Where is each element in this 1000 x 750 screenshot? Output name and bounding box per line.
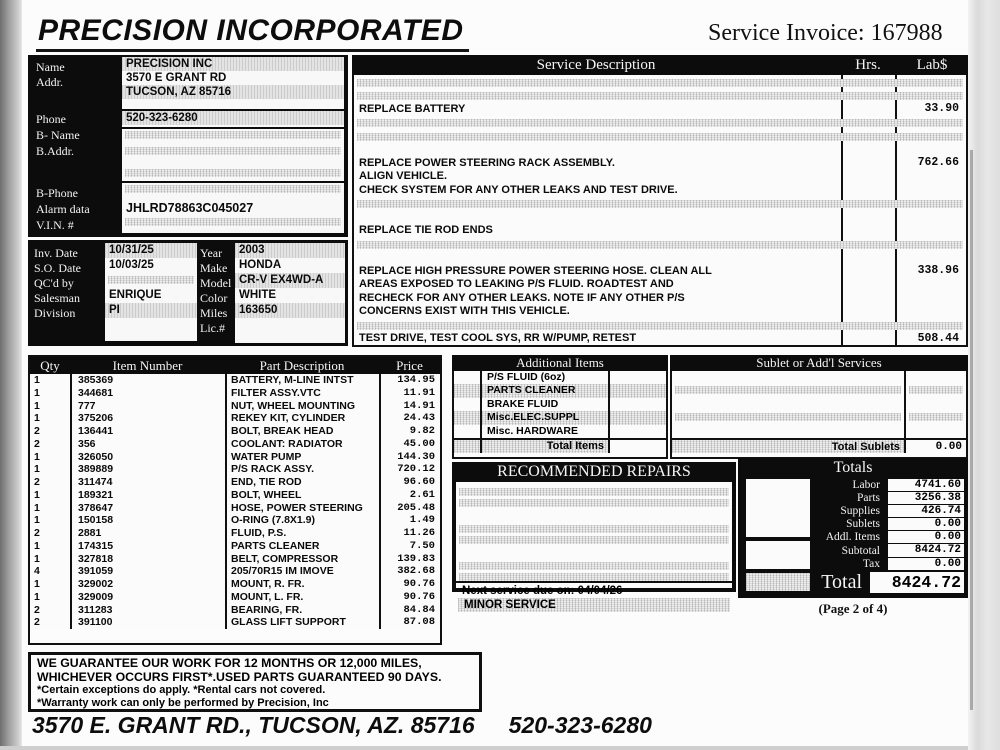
customer-name: PRECISION INC	[122, 57, 344, 71]
service-row	[354, 116, 966, 130]
guarantee-line: *Certain exceptions do apply. *Rental cars not covered.	[37, 684, 326, 696]
vin-value: JHLRD78863C045027	[126, 201, 254, 215]
total-sublets-label: Total Sublets	[672, 440, 904, 453]
part-qty: 4	[34, 565, 40, 578]
totals-row-label: Addl. Items	[825, 531, 880, 544]
scan-edge-right	[968, 0, 1000, 750]
service-row-text: REPLACE BATTERY	[359, 102, 466, 115]
recommended-repairs-title: RECOMMENDED REPAIRS	[497, 463, 691, 480]
part-qty: 1	[34, 539, 40, 552]
order-values-box	[105, 243, 197, 341]
part-description: NUT, WHEEL MOUNTING	[225, 400, 379, 413]
label-b-name: B- Name	[36, 128, 80, 142]
next-service-due: Next service due on: 04/04/26	[456, 581, 732, 598]
additional-item-price	[608, 398, 666, 411]
part-price: 87.08	[379, 616, 440, 629]
label-name: Name	[36, 60, 65, 74]
part-item-number: 344681	[70, 387, 225, 400]
part-qty: 1	[34, 552, 40, 565]
year-value: 2003	[235, 243, 345, 258]
part-price: 1.49	[379, 514, 440, 527]
label-model: Model	[200, 276, 232, 290]
vin-box	[122, 183, 344, 233]
parts-row	[30, 514, 440, 527]
label-lic: Lic.#	[200, 321, 225, 335]
label-b-phone: B-Phone	[36, 186, 78, 200]
part-item-number: 329009	[70, 591, 225, 604]
additional-item-qty	[454, 398, 480, 411]
scan-edge-left	[0, 0, 22, 750]
additional-item-name: Misc.ELEC.SUPPL	[480, 411, 608, 424]
service-row	[354, 237, 966, 251]
parts-row	[30, 451, 440, 464]
totals-blank-box-2	[746, 541, 810, 569]
label-salesman: Salesman	[34, 291, 80, 305]
guarantee-line: WE GUARANTEE OUR WORK FOR 12 MONTHS OR 12,000 MILES,	[37, 656, 422, 670]
part-description: PARTS CLEANER	[225, 540, 379, 553]
billing-box	[122, 129, 344, 181]
label-make: Make	[200, 261, 228, 275]
totals-row-label: Labor	[852, 478, 880, 491]
service-table-header	[352, 55, 968, 75]
model-value: CR-V EX4WD-A	[235, 273, 345, 288]
totals-row-label: Sublets	[846, 518, 880, 531]
service-row	[354, 264, 966, 278]
service-row-labor: 508.44	[917, 331, 959, 345]
parts-table	[28, 355, 442, 645]
customer-addr2: TUCSON, AZ 85716	[122, 85, 344, 99]
part-item-number: 326050	[70, 451, 225, 464]
totals-row-value: 0.00	[888, 558, 964, 570]
service-row	[354, 89, 966, 103]
label-alarm-data: Alarm data	[36, 202, 90, 216]
service-row	[354, 197, 966, 211]
totals-row	[812, 544, 964, 557]
part-price: 11.26	[379, 527, 440, 540]
additional-item-qty	[454, 384, 480, 397]
part-item-number: 385369	[70, 374, 225, 387]
part-qty: 1	[34, 374, 40, 386]
footer-phone: 520-323-6280	[508, 712, 652, 738]
totals-row-value: 3256.38	[888, 492, 964, 504]
additional-items-section	[452, 355, 668, 459]
part-qty: 1	[34, 386, 40, 399]
part-description: BELT, COMPRESSOR	[225, 553, 379, 566]
part-item-number: 311474	[70, 476, 225, 489]
service-row	[354, 183, 966, 197]
additional-item-row	[454, 371, 666, 384]
service-row	[354, 75, 966, 89]
label-inv-date: Inv. Date	[34, 246, 78, 260]
part-price: 382.68	[379, 565, 440, 578]
totals-row-value: 4741.60	[888, 479, 964, 491]
service-row	[354, 318, 966, 332]
part-qty: 1	[34, 412, 40, 425]
service-row	[354, 210, 966, 224]
sublet-body	[670, 371, 968, 459]
recommended-repairs-blank	[456, 482, 732, 581]
item-number-header: Item Number	[112, 357, 183, 373]
service-invoice-number: Service Invoice: 167988	[708, 20, 943, 46]
parts-row	[30, 412, 440, 425]
part-price: 90.76	[379, 578, 440, 591]
part-description: FILTER ASSY.VTC	[225, 387, 379, 400]
guarantee-line: *Warranty work can only be performed by Precision, Inc	[37, 697, 329, 709]
additional-items-rows	[452, 371, 668, 459]
price-header: Price	[396, 357, 423, 373]
service-row-text: RECHECK FOR ANY OTHER LEAKS. NOTE IF ANY OTHER P/S	[359, 291, 685, 304]
part-price: 134.95	[379, 374, 440, 387]
part-item-number: 150158	[70, 514, 225, 527]
part-price: 96.60	[379, 476, 440, 489]
scan-texture-band	[108, 276, 194, 284]
totals-row	[812, 557, 964, 570]
totals-row	[812, 504, 964, 517]
guarantee-box	[28, 652, 482, 712]
part-description: MOUNT, L. FR.	[225, 591, 379, 604]
service-rows	[352, 75, 968, 347]
total-items-value	[608, 440, 666, 453]
part-qty: 2	[34, 437, 40, 450]
additional-item-price	[608, 384, 666, 397]
sublet-title: Sublet or Add'l Services	[670, 355, 968, 371]
totals-blank-box	[746, 479, 810, 537]
parts-table-header	[30, 357, 440, 374]
parts-row	[30, 578, 440, 591]
part-item-number: 391059	[70, 565, 225, 578]
part-qty: 1	[34, 488, 40, 501]
service-row	[354, 156, 966, 170]
additional-item-price	[608, 411, 666, 424]
part-item-number: 327818	[70, 553, 225, 566]
totals-row	[812, 478, 964, 491]
additional-item-qty	[454, 425, 480, 438]
part-item-number: 189321	[70, 489, 225, 502]
part-description: 205/70R15 IM IMOVE	[225, 565, 379, 578]
grand-total-blank	[746, 573, 810, 591]
label-vin: V.I.N. #	[36, 218, 74, 232]
scan-texture-band	[125, 185, 341, 193]
make-value: HONDA	[239, 259, 282, 271]
part-item-number: 391100	[70, 616, 225, 629]
service-row	[354, 143, 966, 157]
part-item-number: 2881	[70, 527, 225, 540]
scan-texture-band	[125, 147, 341, 155]
service-row	[354, 102, 966, 116]
part-item-number: 378647	[70, 502, 225, 515]
part-description: FLUID, P.S.	[225, 527, 379, 540]
part-price: 84.84	[379, 604, 440, 617]
totals-row-value: 426.74	[888, 505, 964, 517]
part-price: 24.43	[379, 412, 440, 425]
part-description: BATTERY, M-LINE INTST	[225, 374, 379, 387]
parts-row	[30, 463, 440, 476]
part-qty: 1	[34, 399, 40, 412]
recommended-repairs-body	[456, 482, 732, 611]
scan-texture-band	[357, 241, 963, 249]
parts-row	[30, 604, 440, 617]
part-price: 90.76	[379, 591, 440, 604]
parts-row	[30, 425, 440, 438]
totals-row-label: Subtotal	[841, 544, 880, 557]
miles-value: 163650	[235, 303, 345, 318]
label-color: Color	[200, 291, 228, 305]
part-price: 2.61	[379, 489, 440, 502]
label-addr: Addr.	[36, 75, 63, 89]
part-item-number: 389889	[70, 463, 225, 476]
service-description-header: Service Description	[536, 56, 656, 73]
service-row-labor: 762.66	[917, 156, 959, 170]
parts-row	[30, 489, 440, 502]
part-price: 144.30	[379, 451, 440, 464]
part-price: 139.83	[379, 553, 440, 566]
service-row	[354, 332, 966, 346]
scan-edge-bottom	[0, 746, 1000, 750]
part-description: P/S RACK ASSY.	[225, 463, 379, 476]
service-row-labor: 338.96	[917, 264, 959, 278]
part-price: 7.50	[379, 540, 440, 553]
footer-address-line	[32, 712, 652, 739]
parts-row	[30, 616, 440, 629]
order-vehicle-panel	[28, 240, 348, 346]
totals-rows	[812, 478, 964, 570]
additional-item-name: Misc. HARDWARE	[480, 425, 608, 438]
recommended-repairs-section	[452, 462, 736, 611]
part-description: END, TIE ROD	[225, 476, 379, 489]
service-row-text: REPLACE TIE ROD ENDS	[359, 224, 493, 237]
additional-items-total-row	[454, 438, 666, 453]
service-row-text: CONCERNS EXIST WITH THIS VEHICLE.	[359, 305, 570, 318]
service-row-text: ALIGN VEHICLE.	[359, 170, 448, 183]
part-price: 9.82	[379, 425, 440, 438]
service-description-table	[352, 55, 968, 347]
color-value: WHITE	[239, 289, 277, 301]
part-item-number: 174315	[70, 540, 225, 553]
part-qty: 2	[34, 476, 40, 488]
customer-name-address-box	[122, 57, 344, 109]
service-row-text: CHECK SYSTEM FOR ANY OTHER LEAKS AND TEST DRIVE.	[359, 183, 678, 196]
total-sublets-value: 0.00	[904, 440, 966, 453]
sublet-total-row	[672, 438, 966, 453]
totals-row	[812, 491, 964, 504]
part-qty: 1	[34, 578, 40, 590]
scan-texture-band	[125, 218, 341, 226]
part-description: COOLANT: RADIATOR	[225, 438, 379, 451]
sublet-section	[670, 355, 968, 459]
salesman-value: ENRIQUE	[109, 289, 162, 301]
part-qty: 1	[34, 590, 40, 603]
part-qty: 1	[34, 463, 40, 476]
minor-service-note: MINOR SERVICE	[458, 598, 730, 612]
hours-header: Hrs.	[855, 56, 881, 73]
service-row-text: TEST DRIVE, TEST COOL SYS, RR W/PUMP, RETEST	[359, 332, 637, 345]
additional-item-row	[454, 425, 666, 438]
scan-texture-band	[357, 119, 963, 127]
parts-row	[30, 438, 440, 451]
customer-panel	[28, 55, 348, 237]
part-price: 205.48	[379, 502, 440, 515]
label-qcd-by: QC'd by	[34, 276, 74, 290]
service-row-text: REPLACE HIGH PRESSURE POWER STEERING HOSE. CLEAN ALL	[359, 264, 712, 277]
part-description: REKEY KIT, CYLINDER	[225, 412, 379, 425]
parts-row	[30, 527, 440, 540]
part-item-number: 356	[70, 438, 225, 451]
additional-item-name: PARTS CLEANER	[480, 384, 608, 397]
additional-item-price	[608, 425, 666, 438]
totals-row-label: Supplies	[840, 504, 880, 517]
service-row	[354, 170, 966, 184]
additional-item-name: P/S FLUID (6oz)	[480, 371, 608, 384]
totals-row-value: 0.00	[888, 518, 964, 530]
part-qty: 1	[34, 501, 40, 514]
totals-title: Totals	[833, 459, 873, 476]
service-row	[354, 251, 966, 265]
scan-texture-band	[357, 200, 963, 208]
customer-addr1: 3570 E GRANT RD	[126, 72, 227, 84]
part-qty: 1	[34, 450, 40, 463]
totals-row-value: 0.00	[888, 531, 964, 543]
totals-row-label: Tax	[862, 557, 880, 570]
page-number-note: (Page 2 of 4)	[818, 601, 888, 616]
parts-row	[30, 476, 440, 489]
inv-date-value: 10/31/25	[105, 243, 197, 258]
part-description: O-RING (7.8X1.9)	[225, 514, 379, 527]
part-qty: 2	[34, 603, 40, 616]
label-year: Year	[200, 246, 223, 260]
part-item-number: 136441	[70, 425, 225, 438]
part-price: 720.12	[379, 463, 440, 476]
labor-header: Lab$	[916, 56, 948, 73]
grand-total-value: 8424.72	[870, 572, 964, 593]
part-description-header: Part Description	[259, 357, 345, 373]
service-row-labor: 33.90	[924, 102, 959, 116]
service-row	[354, 305, 966, 319]
service-row-text: REPLACE POWER STEERING RACK ASSEMBLY.	[359, 156, 615, 169]
customer-phone-box	[122, 111, 344, 127]
additional-item-row	[454, 398, 666, 411]
additional-item-qty	[454, 411, 480, 424]
scan-texture-band	[125, 131, 341, 139]
scan-texture-band	[357, 92, 963, 100]
totals-row-label: Parts	[857, 491, 880, 504]
totals-row	[812, 518, 964, 531]
service-row	[354, 224, 966, 238]
totals-row	[812, 531, 964, 544]
parts-row	[30, 591, 440, 604]
company-title: PRECISION INCORPORATED	[36, 14, 469, 52]
parts-row	[30, 553, 440, 566]
division-value: PI	[105, 303, 197, 318]
parts-row	[30, 540, 440, 553]
additional-item-qty	[454, 371, 480, 384]
part-item-number: 777	[70, 400, 225, 413]
grand-total-row	[746, 571, 964, 593]
scan-texture-band	[357, 133, 963, 141]
grand-total-label: Total	[821, 570, 862, 593]
total-items-spacer	[454, 440, 480, 453]
service-row	[354, 278, 966, 292]
parts-row	[30, 387, 440, 400]
part-qty: 2	[34, 425, 40, 437]
part-description: BOLT, WHEEL	[225, 489, 379, 502]
vehicle-values-box	[235, 243, 345, 343]
part-item-number: 375206	[70, 412, 225, 425]
label-b-addr: B.Addr.	[36, 144, 75, 158]
service-row-text: AREAS EXPOSED TO LEAKING P/S FLUID. ROADTEST AND	[359, 278, 674, 291]
parts-row	[30, 565, 440, 578]
total-items-label: Total Items	[480, 440, 608, 453]
qty-header: Qty	[40, 357, 60, 373]
additional-item-row	[454, 411, 666, 424]
guarantee-line: WHICHEVER OCCURS FIRST*.USED PARTS GUARANTEED 90 DAYS.	[37, 669, 442, 684]
parts-row	[30, 374, 440, 387]
service-row	[354, 291, 966, 305]
parts-rows	[30, 374, 440, 629]
part-item-number: 329002	[70, 578, 225, 591]
part-qty: 1	[34, 514, 40, 527]
additional-item-row	[454, 384, 666, 397]
part-qty: 2	[34, 527, 40, 539]
part-description: GLASS LIFT SUPPORT	[225, 616, 379, 629]
footer-address: 3570 E. GRANT RD., TUCSON, AZ. 85716	[32, 712, 475, 738]
additional-items-title: Additional Items	[452, 355, 668, 371]
totals-row-value: 8424.72	[888, 544, 964, 556]
scan-texture-band	[357, 322, 963, 330]
part-qty: 2	[34, 616, 40, 629]
invoice-page	[22, 0, 980, 748]
additional-item-name: BRAKE FLUID	[480, 398, 608, 411]
additional-item-price	[608, 371, 666, 384]
scan-texture-band	[125, 169, 341, 177]
customer-phone: 520-323-6280	[122, 111, 344, 125]
so-date-value: 10/03/25	[109, 259, 154, 271]
label-so-date: S.O. Date	[34, 261, 81, 275]
label-division: Division	[34, 306, 76, 320]
service-row	[354, 129, 966, 143]
totals-section	[738, 458, 968, 598]
part-price: 11.91	[379, 387, 440, 400]
part-price: 45.00	[379, 438, 440, 451]
part-description: HOSE, POWER STEERING	[225, 502, 379, 515]
label-phone: Phone	[36, 112, 66, 126]
part-item-number: 311283	[70, 604, 225, 617]
parts-row	[30, 400, 440, 413]
part-description: MOUNT, R. FR.	[225, 578, 379, 591]
part-description: BEARING, FR.	[225, 604, 379, 617]
part-price: 14.91	[379, 400, 440, 413]
part-description: WATER PUMP	[225, 451, 379, 464]
part-description: BOLT, BREAK HEAD	[225, 425, 379, 438]
parts-row	[30, 502, 440, 515]
label-miles: Miles	[200, 306, 228, 320]
scan-texture-band	[357, 79, 963, 87]
